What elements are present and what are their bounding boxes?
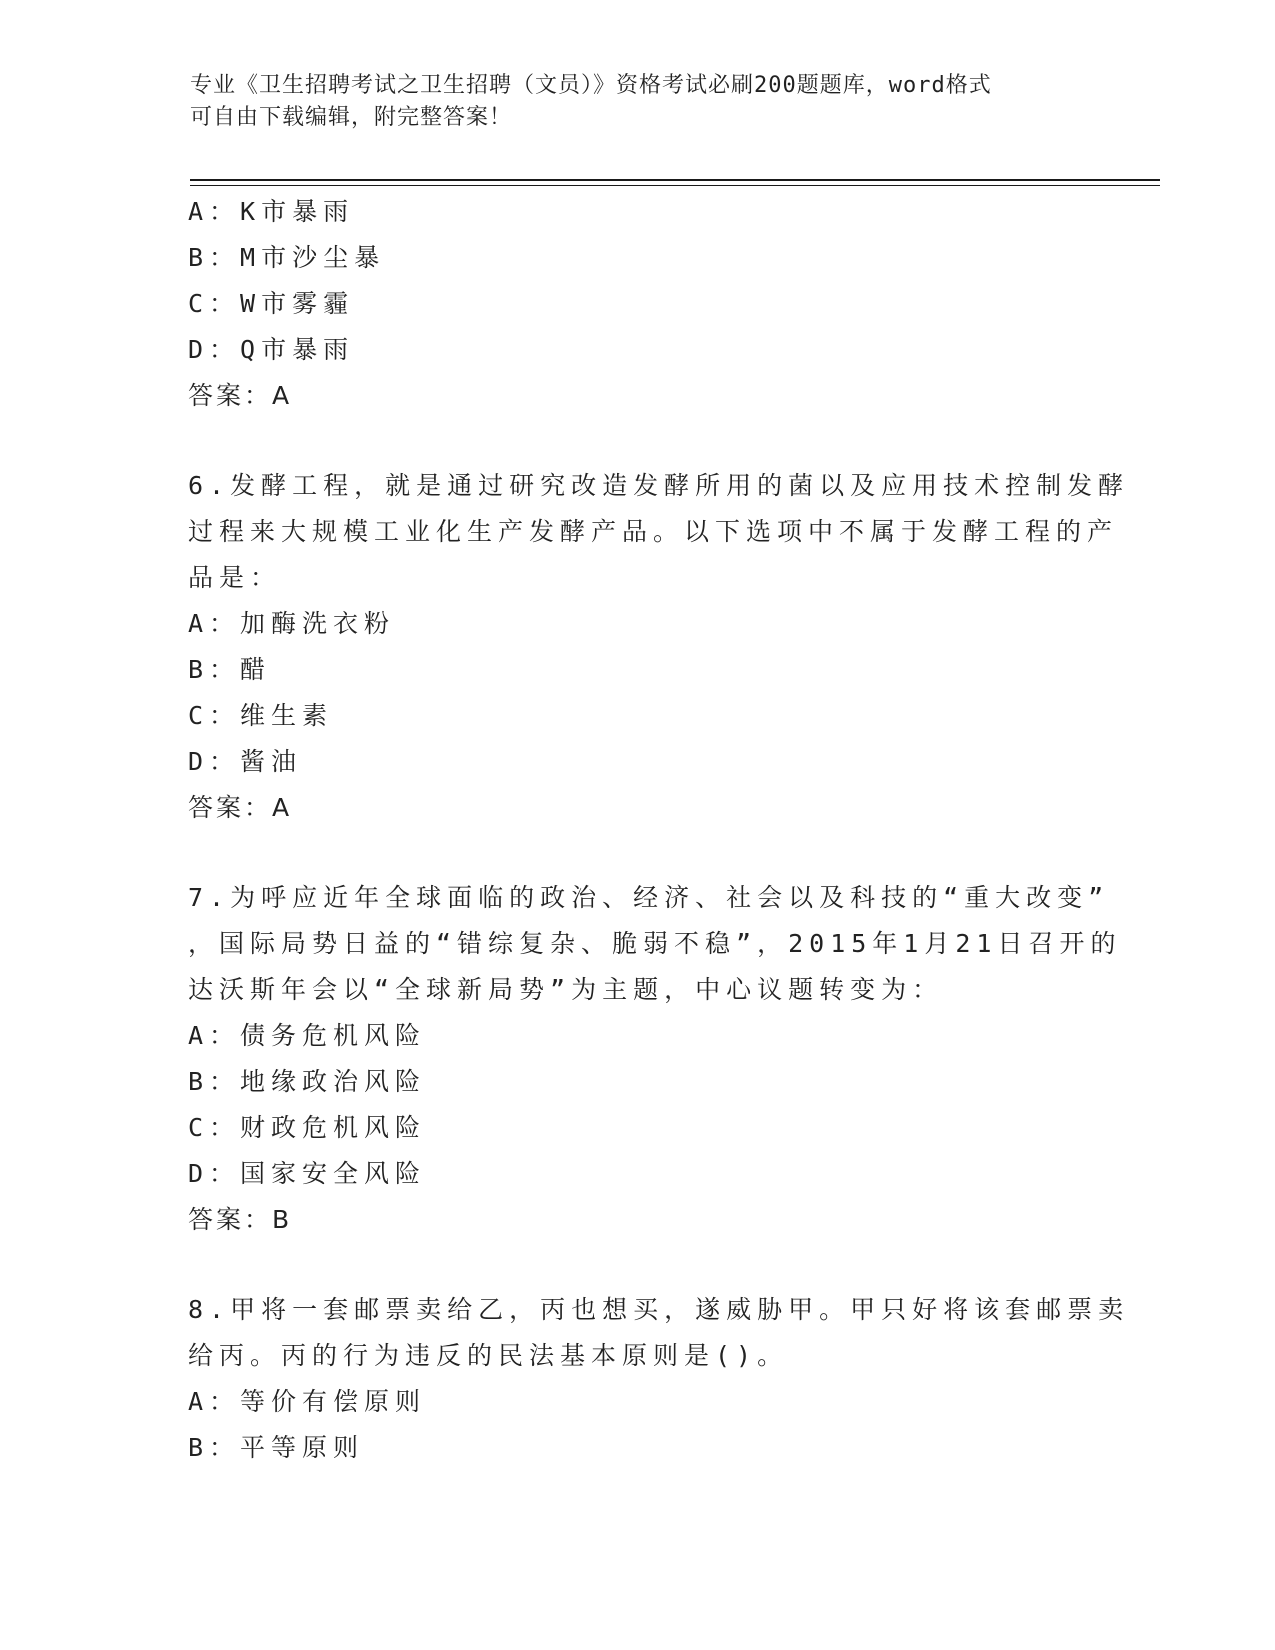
option-b: B：M市沙尘暴 — [188, 243, 386, 272]
header-line-1: 专业《卫生招聘考试之卫生招聘（文员）》资格考试必刷200题题库，word格式 — [190, 73, 992, 98]
header-line-2: 可自由下载编辑，附完整答案！ — [190, 105, 513, 130]
option-d: D：国家安全风险 — [188, 1159, 427, 1188]
question-gap — [188, 419, 1088, 463]
question-content — [188, 189, 1130, 1471]
option-c: C：维生素 — [188, 701, 334, 730]
option-d: D：Q市暴雨 — [188, 335, 355, 364]
option-c: C：财政危机风险 — [188, 1113, 427, 1142]
question-text-line: ，国际局势日益的“错综复杂、脆弱不稳”，2015年1月21日召开的 — [188, 929, 1122, 958]
question-gap — [188, 1243, 1088, 1287]
header-rule-thin — [190, 185, 1160, 186]
option-d: D：酱油 — [188, 747, 303, 776]
question-text-line: 6.发酵工程，就是通过研究改造发酵所用的菌以及应用技术控制发酵 — [188, 471, 1130, 500]
option-a: A：债务危机风险 — [188, 1021, 427, 1050]
answer-line: 答案：A — [188, 381, 293, 410]
option-b: B：平等原则 — [188, 1433, 365, 1462]
question-text-line: 8.甲将一套邮票卖给乙，丙也想买，遂威胁甲。甲只好将该套邮票卖 — [188, 1295, 1130, 1324]
option-b: B：地缘政治风险 — [188, 1067, 427, 1096]
option-c: C：W市雾霾 — [188, 289, 355, 318]
header-rule-thick — [190, 179, 1160, 181]
question-8 — [188, 1287, 1130, 1471]
question-text-line: 达沃斯年会以“全球新局势”为主题，中心议题转变为： — [188, 975, 944, 1004]
answer-line: 答案：A — [188, 793, 293, 822]
option-a: A：等价有偿原则 — [188, 1387, 427, 1416]
option-b: B：醋 — [188, 655, 272, 684]
question-text-line: 品是： — [188, 563, 282, 592]
answer-line: 答案：B — [188, 1205, 293, 1234]
question-7 — [188, 875, 1122, 1243]
option-a: A：K市暴雨 — [188, 197, 355, 226]
question-text-line: 7.为呼应近年全球面临的政治、经济、社会以及科技的“重大改变” — [188, 883, 1110, 912]
question-text-line: 过程来大规模工业化生产发酵产品。以下选项中不属于发酵工程的产 — [188, 517, 1119, 546]
question-6 — [188, 463, 1130, 831]
question-text-line: 给丙。丙的行为违反的民法基本原则是()。 — [188, 1341, 789, 1370]
document-header — [190, 70, 1090, 134]
question-gap — [188, 831, 1088, 875]
option-a: A：加酶洗衣粉 — [188, 609, 396, 638]
question-5 — [188, 189, 1088, 419]
